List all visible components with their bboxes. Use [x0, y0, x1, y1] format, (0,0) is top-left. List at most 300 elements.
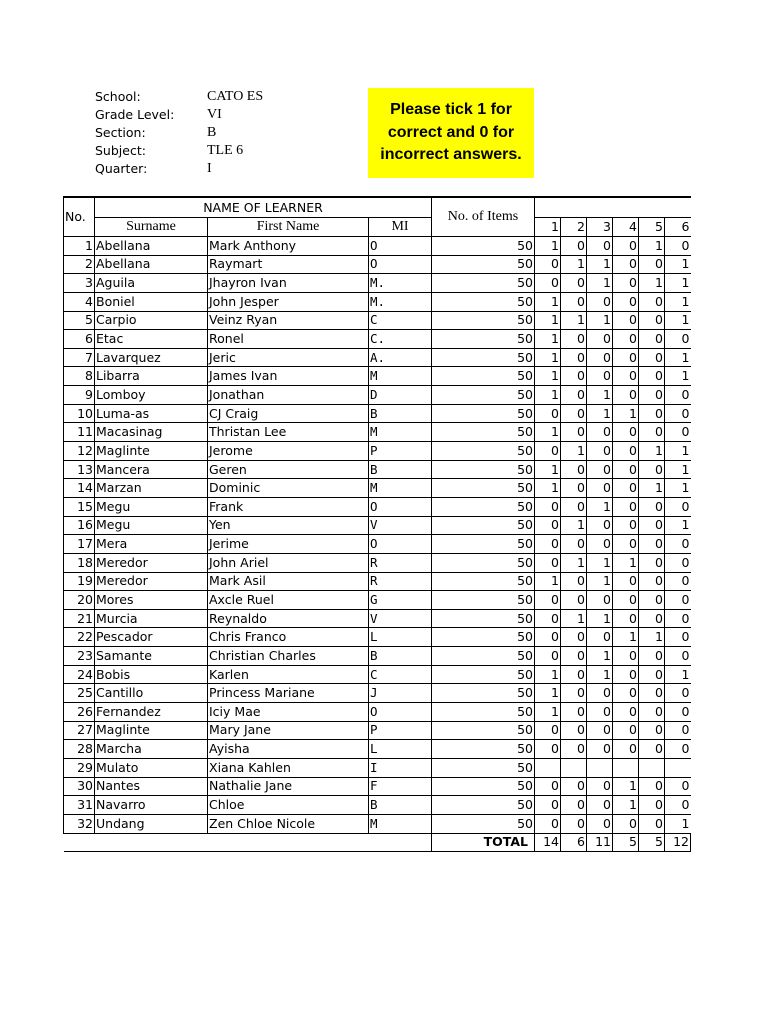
answer-cell: 0	[587, 367, 613, 386]
answer-cell: 0	[639, 777, 665, 796]
surname-cell: Abellana	[95, 255, 208, 274]
header-question-5: 5	[639, 218, 665, 237]
answer-cell: 0	[613, 665, 639, 684]
answer-cell: 0	[665, 628, 691, 647]
answer-cell: 0	[561, 740, 587, 759]
header-question-4: 4	[613, 218, 639, 237]
answer-cell: 1	[587, 497, 613, 516]
first-name-cell: Veinz Ryan	[208, 311, 369, 330]
answer-cell: 0	[665, 740, 691, 759]
answer-cell: 1	[665, 274, 691, 293]
items-cell: 50	[432, 647, 535, 666]
first-name-cell: Xiana Kahlen	[208, 758, 369, 777]
mi-cell: B	[369, 404, 432, 423]
mi-cell: D	[369, 386, 432, 405]
answer-cell: 0	[561, 330, 587, 349]
surname-cell: Mores	[95, 591, 208, 610]
table-row	[64, 516, 691, 535]
mi-cell: B	[369, 796, 432, 815]
answer-cell: 1	[535, 292, 561, 311]
answer-cell: 1	[561, 255, 587, 274]
surname-cell: Undang	[95, 814, 208, 833]
mi-cell: P	[369, 721, 432, 740]
answer-cell: 1	[639, 237, 665, 256]
answer-cell	[613, 758, 639, 777]
header-answers	[535, 197, 691, 218]
answer-cell: 1	[535, 348, 561, 367]
answer-cell: 0	[561, 684, 587, 703]
items-cell: 50	[432, 516, 535, 535]
answer-cell: 1	[613, 628, 639, 647]
answer-cell: 0	[639, 367, 665, 386]
first-name-cell: Mark Asil	[208, 572, 369, 591]
answer-cell: 0	[665, 777, 691, 796]
answer-cell: 1	[535, 237, 561, 256]
answer-cell: 0	[639, 740, 665, 759]
answer-cell: 0	[561, 404, 587, 423]
first-name-cell: Jerime	[208, 535, 369, 554]
answer-cell: 0	[587, 814, 613, 833]
answer-cell: 0	[587, 740, 613, 759]
surname-cell: Murcia	[95, 609, 208, 628]
answer-cell: 0	[535, 814, 561, 833]
answer-cell: 1	[665, 665, 691, 684]
answer-cell: 1	[535, 665, 561, 684]
surname-cell: Marzan	[95, 479, 208, 498]
first-name-cell: CJ Craig	[208, 404, 369, 423]
first-name-cell: Axcle Ruel	[208, 591, 369, 610]
surname-cell: Meredor	[95, 572, 208, 591]
answer-cell: 1	[665, 814, 691, 833]
items-cell: 50	[432, 796, 535, 815]
answer-cell: 0	[639, 535, 665, 554]
row-number: 8	[64, 367, 95, 386]
surname-cell: Lomboy	[95, 386, 208, 405]
answer-cell: 0	[613, 516, 639, 535]
answer-cell: 0	[613, 311, 639, 330]
first-name-cell: Ayisha	[208, 740, 369, 759]
mi-cell: F	[369, 777, 432, 796]
answer-cell: 0	[535, 497, 561, 516]
answer-cell: 0	[639, 460, 665, 479]
table-row	[64, 740, 691, 759]
school-label: School:	[95, 89, 141, 104]
answer-cell: 1	[535, 311, 561, 330]
table-row	[64, 274, 691, 293]
total-value: 5	[639, 833, 665, 852]
answer-cell: 0	[587, 330, 613, 349]
items-cell: 50	[432, 255, 535, 274]
items-cell: 50	[432, 348, 535, 367]
answer-cell: 0	[561, 274, 587, 293]
table-row	[64, 553, 691, 572]
table-row	[64, 237, 691, 256]
answer-cell: 1	[613, 404, 639, 423]
section-value: B	[207, 125, 217, 140]
answer-cell: 0	[587, 703, 613, 722]
answer-cell: 0	[587, 237, 613, 256]
first-name-cell: Christian Charles	[208, 647, 369, 666]
answer-cell: 0	[561, 237, 587, 256]
answer-cell: 0	[535, 777, 561, 796]
answer-cell: 0	[587, 684, 613, 703]
answer-cell: 0	[535, 274, 561, 293]
answer-cell: 0	[613, 535, 639, 554]
table-row	[64, 535, 691, 554]
items-cell: 50	[432, 479, 535, 498]
table-row	[64, 404, 691, 423]
row-number: 21	[64, 609, 95, 628]
surname-cell: Cantillo	[95, 684, 208, 703]
mi-cell: C	[369, 665, 432, 684]
answer-cell: 1	[587, 311, 613, 330]
subject-label: Subject:	[95, 143, 146, 158]
answer-cell: 0	[561, 460, 587, 479]
row-number: 9	[64, 386, 95, 405]
answer-cell: 0	[639, 423, 665, 442]
answer-cell: 0	[587, 591, 613, 610]
surname-cell: Mulato	[95, 758, 208, 777]
table-row	[64, 497, 691, 516]
answer-cell: 1	[613, 553, 639, 572]
mi-cell: V	[369, 516, 432, 535]
answer-cell: 0	[639, 311, 665, 330]
answer-cell: 1	[665, 311, 691, 330]
answer-cell: 0	[665, 386, 691, 405]
section-label: Section:	[95, 125, 146, 140]
answer-cell: 0	[561, 367, 587, 386]
mi-cell: P	[369, 442, 432, 461]
row-number: 1	[64, 237, 95, 256]
answer-cell: 0	[665, 237, 691, 256]
items-cell: 50	[432, 665, 535, 684]
answer-cell: 0	[561, 497, 587, 516]
school-value: CATO ES	[207, 89, 264, 104]
mi-cell: A.	[369, 348, 432, 367]
table-row	[64, 442, 691, 461]
answer-cell: 0	[639, 497, 665, 516]
answer-cell: 0	[639, 814, 665, 833]
answer-cell: 0	[613, 591, 639, 610]
answer-cell: 0	[639, 386, 665, 405]
answer-cell: 0	[561, 721, 587, 740]
answer-cell: 0	[639, 572, 665, 591]
answer-cell: 0	[665, 721, 691, 740]
table-row	[64, 591, 691, 610]
answer-cell: 0	[561, 572, 587, 591]
row-number: 26	[64, 703, 95, 722]
answer-cell: 0	[665, 497, 691, 516]
answer-cell: 0	[613, 479, 639, 498]
answer-cell: 0	[613, 721, 639, 740]
mi-cell: I	[369, 758, 432, 777]
answer-cell: 0	[587, 423, 613, 442]
first-name-cell: Karlen	[208, 665, 369, 684]
answer-cell: 0	[639, 330, 665, 349]
row-number: 12	[64, 442, 95, 461]
row-number: 11	[64, 423, 95, 442]
answer-cell: 0	[613, 814, 639, 833]
answer-cell: 0	[561, 535, 587, 554]
first-name-cell: John Jesper	[208, 292, 369, 311]
answer-cell: 0	[535, 647, 561, 666]
items-cell: 50	[432, 553, 535, 572]
mi-cell: O	[369, 703, 432, 722]
answer-cell: 0	[561, 292, 587, 311]
surname-cell: Megu	[95, 497, 208, 516]
table-row	[64, 460, 691, 479]
answer-cell: 0	[535, 553, 561, 572]
answer-cell: 1	[561, 609, 587, 628]
answer-cell: 0	[613, 423, 639, 442]
answer-cell: 1	[613, 796, 639, 815]
table-row	[64, 609, 691, 628]
answer-cell: 1	[561, 442, 587, 461]
items-cell: 50	[432, 274, 535, 293]
surname-cell: Fernandez	[95, 703, 208, 722]
answer-cell: 0	[665, 684, 691, 703]
answer-cell: 0	[535, 628, 561, 647]
answer-cell: 0	[665, 591, 691, 610]
answer-cell: 0	[639, 516, 665, 535]
total-value: 12	[665, 833, 691, 852]
answer-cell: 0	[535, 591, 561, 610]
header-question-2: 2	[561, 218, 587, 237]
items-cell: 50	[432, 497, 535, 516]
answer-cell: 0	[535, 721, 561, 740]
answer-cell: 1	[587, 255, 613, 274]
row-number: 13	[64, 460, 95, 479]
first-name-cell: Chris Franco	[208, 628, 369, 647]
answer-cell: 0	[535, 609, 561, 628]
surname-cell: Boniel	[95, 292, 208, 311]
answer-cell: 0	[561, 665, 587, 684]
answer-cell: 1	[535, 367, 561, 386]
items-cell: 50	[432, 460, 535, 479]
surname-cell: Macasinag	[95, 423, 208, 442]
answer-cell: 0	[639, 591, 665, 610]
answer-cell: 1	[665, 460, 691, 479]
answer-cell: 1	[535, 479, 561, 498]
surname-cell: Lavarquez	[95, 348, 208, 367]
grade-label: Grade Level:	[95, 107, 175, 122]
answer-cell: 0	[639, 721, 665, 740]
answer-cell: 0	[587, 535, 613, 554]
answer-cell: 0	[665, 796, 691, 815]
header-items: No. of Items	[432, 197, 535, 237]
answer-cell: 0	[561, 423, 587, 442]
items-cell: 50	[432, 404, 535, 423]
items-cell: 50	[432, 367, 535, 386]
items-cell: 50	[432, 777, 535, 796]
answer-cell: 0	[639, 609, 665, 628]
answer-cell: 0	[613, 609, 639, 628]
items-cell: 50	[432, 423, 535, 442]
answer-cell: 0	[665, 647, 691, 666]
row-number: 15	[64, 497, 95, 516]
answer-cell: 0	[613, 348, 639, 367]
total-row	[64, 833, 691, 852]
answer-cell: 0	[613, 684, 639, 703]
answer-cell: 0	[535, 442, 561, 461]
answer-cell: 0	[587, 479, 613, 498]
mi-cell: B	[369, 647, 432, 666]
answer-cell	[665, 758, 691, 777]
total-value: 11	[587, 833, 613, 852]
answer-cell: 0	[639, 292, 665, 311]
header-question-3: 3	[587, 218, 613, 237]
answer-cell: 0	[665, 703, 691, 722]
mi-cell: O	[369, 237, 432, 256]
answer-cell: 0	[639, 255, 665, 274]
items-cell: 50	[432, 311, 535, 330]
row-number: 10	[64, 404, 95, 423]
surname-cell: Mera	[95, 535, 208, 554]
answer-cell: 1	[535, 684, 561, 703]
answer-cell: 1	[587, 404, 613, 423]
answer-cell: 0	[613, 330, 639, 349]
table-row	[64, 348, 691, 367]
mi-cell: M	[369, 479, 432, 498]
row-number: 22	[64, 628, 95, 647]
answer-cell: 0	[639, 348, 665, 367]
answer-cell: 1	[535, 423, 561, 442]
row-number: 5	[64, 311, 95, 330]
items-cell: 50	[432, 628, 535, 647]
answer-cell: 1	[665, 479, 691, 498]
answer-cell: 0	[613, 572, 639, 591]
items-cell: 50	[432, 609, 535, 628]
header-first-name: First Name	[208, 218, 369, 237]
answer-cell: 0	[665, 330, 691, 349]
answer-cell: 0	[535, 516, 561, 535]
header-mi: MI	[369, 218, 432, 237]
mi-cell: O	[369, 497, 432, 516]
mi-cell: M	[369, 423, 432, 442]
answer-cell: 0	[665, 404, 691, 423]
table-row	[64, 367, 691, 386]
answer-cell: 0	[587, 777, 613, 796]
answer-cell: 0	[561, 479, 587, 498]
surname-cell: Abellana	[95, 237, 208, 256]
answer-cell	[561, 758, 587, 777]
row-number: 29	[64, 758, 95, 777]
mi-cell: C	[369, 311, 432, 330]
items-cell: 50	[432, 386, 535, 405]
answer-cell: 0	[587, 516, 613, 535]
answer-cell	[639, 758, 665, 777]
surname-cell: Megu	[95, 516, 208, 535]
answer-cell: 0	[613, 367, 639, 386]
answer-cell: 1	[561, 311, 587, 330]
answer-cell: 0	[561, 348, 587, 367]
mi-cell: M	[369, 367, 432, 386]
mi-cell: M.	[369, 274, 432, 293]
row-number: 16	[64, 516, 95, 535]
surname-cell: Carpio	[95, 311, 208, 330]
row-number: 3	[64, 274, 95, 293]
answer-cell: 0	[613, 292, 639, 311]
surname-cell: Nantes	[95, 777, 208, 796]
total-value: 6	[561, 833, 587, 852]
table-row	[64, 330, 691, 349]
answer-cell: 0	[535, 796, 561, 815]
items-cell: 50	[432, 330, 535, 349]
answer-cell: 1	[587, 386, 613, 405]
answer-cell: 0	[587, 348, 613, 367]
total-spacer	[64, 833, 432, 852]
answer-cell: 1	[639, 479, 665, 498]
answer-cell: 0	[665, 553, 691, 572]
answer-cell: 1	[639, 442, 665, 461]
table-row	[64, 758, 691, 777]
answer-cell: 1	[587, 553, 613, 572]
table-row	[64, 703, 691, 722]
answer-cell: 1	[535, 330, 561, 349]
answer-cell: 0	[613, 647, 639, 666]
mi-cell: G	[369, 591, 432, 610]
mi-cell: M.	[369, 292, 432, 311]
answer-cell: 0	[613, 703, 639, 722]
header-question-1: 1	[535, 218, 561, 237]
answer-cell: 0	[665, 572, 691, 591]
answer-cell: 0	[665, 609, 691, 628]
answer-cell: 0	[535, 740, 561, 759]
table-row	[64, 814, 691, 833]
table-row	[64, 684, 691, 703]
surname-cell: Marcha	[95, 740, 208, 759]
first-name-cell: Jhayron Ivan	[208, 274, 369, 293]
items-cell: 50	[432, 758, 535, 777]
answer-cell: 1	[587, 274, 613, 293]
items-cell: 50	[432, 572, 535, 591]
quarter-label: Quarter:	[95, 161, 148, 176]
answer-cell: 0	[639, 684, 665, 703]
first-name-cell: Raymart	[208, 255, 369, 274]
mi-cell: M	[369, 814, 432, 833]
first-name-cell: Jeric	[208, 348, 369, 367]
first-name-cell: John Ariel	[208, 553, 369, 572]
answer-cell: 0	[561, 703, 587, 722]
row-number: 18	[64, 553, 95, 572]
first-name-cell: Yen	[208, 516, 369, 535]
answer-cell: 1	[665, 442, 691, 461]
quarter-value: I	[207, 161, 212, 176]
first-name-cell: Thristan Lee	[208, 423, 369, 442]
table-row	[64, 311, 691, 330]
items-cell: 50	[432, 814, 535, 833]
first-name-cell: Dominic	[208, 479, 369, 498]
answer-cell: 0	[665, 535, 691, 554]
instruction-note	[368, 88, 534, 178]
answer-cell: 0	[561, 647, 587, 666]
surname-cell: Maglinte	[95, 721, 208, 740]
answer-cell: 0	[639, 796, 665, 815]
answer-cell: 0	[613, 740, 639, 759]
answer-cell: 1	[587, 609, 613, 628]
row-number: 31	[64, 796, 95, 815]
row-number: 7	[64, 348, 95, 367]
answer-cell	[587, 758, 613, 777]
answer-cell: 0	[561, 814, 587, 833]
mi-cell: V	[369, 609, 432, 628]
first-name-cell: Nathalie Jane	[208, 777, 369, 796]
answer-cell: 0	[613, 460, 639, 479]
surname-cell: Etac	[95, 330, 208, 349]
answer-cell: 0	[561, 591, 587, 610]
learner-table	[63, 196, 691, 852]
items-cell: 50	[432, 740, 535, 759]
